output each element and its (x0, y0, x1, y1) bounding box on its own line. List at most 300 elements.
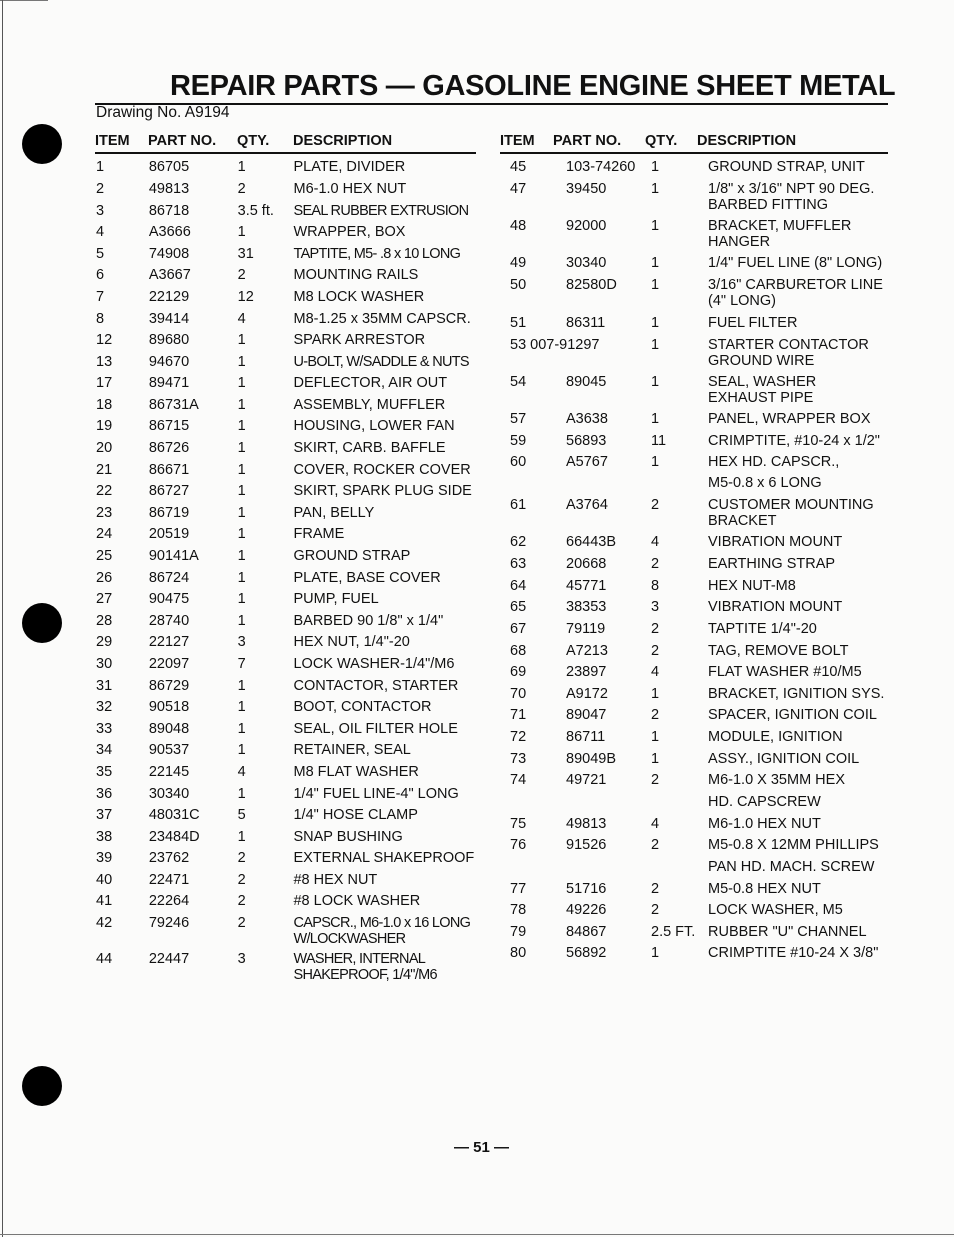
item-number: 38 (96, 829, 113, 845)
part-number: 89471 (148, 375, 190, 391)
part-number: 89680 (148, 332, 190, 348)
table-row (95, 526, 476, 542)
quantity: 1 (237, 699, 246, 715)
part-number: A3764 (566, 497, 608, 513)
part-number: 79246 (148, 915, 190, 931)
quantity: 8 (651, 578, 660, 594)
item-number: 41 (96, 893, 113, 909)
description: M5-0.8 X 12MM PHILLIPS (708, 837, 879, 853)
quantity: 11 (651, 433, 667, 449)
description: 1/8" x 3/16" NPT 90 DEG. BARBED FITTING (708, 181, 875, 213)
description: CAPSCR., M6-1.0 x 16 LONG W/LOCKWASHER (293, 915, 471, 947)
description: TAPTITE, M5- .8 x 10 LONG (293, 246, 461, 262)
quantity: 3.5 ft. (237, 203, 274, 219)
quantity: 2 (651, 772, 660, 788)
table-row (95, 354, 476, 370)
item-number: 68 (510, 643, 527, 659)
quantity: 2 (651, 881, 660, 897)
part-number: A3638 (566, 411, 608, 427)
table-row (500, 534, 888, 550)
table-row (500, 556, 888, 572)
page-number: — 51 — (454, 1139, 510, 1156)
quantity: 1 (651, 751, 660, 767)
table-row (95, 829, 476, 845)
description: M5-0.8 x 6 LONG (708, 475, 822, 491)
part-number: 39450 (566, 181, 607, 197)
quantity: 1 (651, 945, 660, 961)
description: MODULE, IGNITION (708, 729, 843, 745)
item-number: 24 (96, 526, 113, 542)
table-row (500, 181, 888, 213)
part-number (553, 859, 648, 875)
table-row (95, 267, 476, 283)
table-row (95, 872, 476, 888)
description: HOUSING, LOWER FAN (293, 418, 455, 434)
part-number: 74908 (148, 246, 190, 262)
item-number: 50 (510, 277, 527, 293)
part-number: 86705 (148, 159, 190, 175)
table-row (500, 794, 888, 810)
table-row (95, 246, 476, 262)
description: STARTER CONTACTOR GROUND WIRE (708, 337, 869, 369)
quantity: 12 (237, 289, 254, 305)
table-row (95, 181, 476, 197)
quantity: 1 (651, 277, 660, 293)
table-row (500, 411, 888, 427)
header-qty: QTY. (237, 133, 270, 149)
item-number: 32 (96, 699, 113, 715)
part-number: 84867 (566, 924, 607, 940)
item-number: 23 (96, 505, 113, 521)
item-number: 62 (510, 534, 527, 550)
part-number: A9172 (566, 686, 608, 702)
table-row (500, 497, 888, 529)
part-number: 20519 (148, 526, 190, 542)
item-number: 8 (96, 311, 105, 327)
description: BARBED 90 1/8" x 1/4" (293, 613, 444, 629)
table-row (95, 613, 476, 629)
quantity: 1 (237, 505, 246, 521)
quantity: 2 (237, 893, 246, 909)
description: HEX HD. CAPSCR., (708, 454, 840, 470)
quantity: 2 (651, 621, 660, 637)
part-number: 86311 (566, 315, 606, 331)
item-number: 5 (96, 246, 105, 262)
table-row (500, 621, 888, 637)
description: CUSTOMER MOUNTING BRACKET (708, 497, 874, 529)
item-number (500, 859, 553, 875)
description: SNAP BUSHING (293, 829, 403, 845)
quantity: 1 (237, 829, 246, 845)
item-number: 33 (96, 721, 113, 737)
part-number: 79119 (566, 621, 606, 637)
description: LOCK WASHER, M5 (708, 902, 843, 918)
quantity: 1 (237, 462, 246, 478)
item-number: 57 (510, 411, 527, 427)
description: RUBBER "U" CHANNEL (708, 924, 867, 940)
item-number (500, 475, 553, 491)
item-number: 78 (510, 902, 527, 918)
part-number: 89047 (566, 707, 607, 723)
table-row (500, 924, 888, 940)
table-row (95, 548, 476, 564)
table-row (500, 578, 888, 594)
description: FRAME (293, 526, 345, 542)
part-number: 82580D (566, 277, 617, 293)
part-number: 22447 (148, 951, 190, 967)
part-number (553, 794, 648, 810)
part-number: 22471 (148, 872, 190, 888)
item-number (500, 794, 553, 810)
quantity: 2 (237, 850, 246, 866)
parts-table-right (500, 131, 888, 961)
quantity: 2 (237, 915, 246, 931)
table-row (95, 807, 476, 823)
item-number: 60 (510, 454, 527, 470)
description: #8 HEX NUT (293, 872, 378, 888)
description: BRACKET, IGNITION SYS. (708, 686, 885, 702)
table-row (500, 686, 888, 702)
table-row (95, 721, 476, 737)
table-row (95, 951, 476, 983)
description: PAN, BELLY (293, 505, 375, 521)
header-part-no: PART NO. (553, 133, 622, 149)
binder-hole-icon (22, 603, 62, 643)
table-row (500, 837, 888, 853)
table-row (95, 850, 476, 866)
item-number: 37 (96, 807, 113, 823)
quantity: 1 (237, 440, 246, 456)
quantity: 4 (651, 816, 660, 832)
description: PLATE, BASE COVER (293, 570, 441, 586)
table-row (500, 277, 888, 309)
part-number: 23897 (566, 664, 607, 680)
description: U-BOLT, W/SADDLE & NUTS (293, 354, 469, 370)
quantity: 1 (651, 686, 660, 702)
item-number: 7 (96, 289, 105, 305)
description: GROUND STRAP, UNIT (708, 159, 865, 175)
description: M6-1.0 X 35MM HEX (708, 772, 845, 788)
item-number: 3 (96, 203, 105, 219)
header-part-no: PART NO. (148, 133, 217, 149)
description: EARTHING STRAP (708, 556, 836, 572)
table-row (95, 332, 476, 348)
table-row (500, 454, 888, 470)
description: CONTACTOR, STARTER (293, 678, 459, 694)
quantity: 1 (237, 742, 246, 758)
description: MOUNTING RAILS (293, 267, 419, 283)
quantity: 1 (237, 721, 246, 737)
quantity: 1 (651, 218, 660, 234)
part-number: 49721 (566, 772, 607, 788)
part-number: 22127 (148, 634, 190, 650)
part-number: 49813 (566, 816, 607, 832)
item-number: 75 (510, 816, 527, 832)
item-number: 39 (96, 850, 113, 866)
header-item: ITEM (500, 133, 535, 149)
table-row (500, 945, 888, 961)
item-number: 27 (96, 591, 113, 607)
table-row (500, 859, 888, 875)
description: WASHER, INTERNAL SHAKEPROOF, 1/4"/M6 (293, 951, 437, 983)
binder-hole-icon (22, 124, 62, 164)
description: M5-0.8 HEX NUT (708, 881, 821, 897)
table-row (95, 289, 476, 305)
item-number: 51 (510, 315, 527, 331)
part-number: 86715 (148, 418, 190, 434)
part-number: 28740 (148, 613, 190, 629)
table-row (500, 159, 888, 175)
description: SPARK ARRESTOR (293, 332, 426, 348)
part-number: 90537 (148, 742, 190, 758)
item-number: 61 (510, 497, 527, 513)
item-number: 31 (96, 678, 113, 694)
item-number: 74 (510, 772, 527, 788)
part-number: 39414 (148, 311, 190, 327)
part-number: 86711 (566, 729, 606, 745)
quantity: 7 (237, 656, 246, 672)
item-number: 19 (96, 418, 113, 434)
table-header (95, 131, 476, 154)
table-row (95, 462, 476, 478)
description: SKIRT, CARB. BAFFLE (293, 440, 446, 456)
part-number: 90475 (148, 591, 190, 607)
description: HEX NUT, 1/4"-20 (293, 634, 410, 650)
quantity: 1 (651, 337, 660, 353)
item-number: 63 (510, 556, 527, 572)
description: FUEL FILTER (708, 315, 798, 331)
part-number: 91526 (566, 837, 607, 853)
item-number: 28 (96, 613, 113, 629)
table-row (500, 315, 888, 331)
description: SEAL, WASHER EXHAUST PIPE (708, 374, 817, 406)
quantity: 1 (237, 375, 246, 391)
quantity: 1 (237, 570, 246, 586)
part-number: 49813 (148, 181, 190, 197)
description: DEFLECTOR, AIR OUT (293, 375, 448, 391)
part-number: 51716 (566, 881, 607, 897)
quantity: 1 (651, 159, 660, 175)
quantity (648, 794, 705, 810)
part-number: 90141A (148, 548, 199, 564)
quantity: 3 (237, 951, 246, 967)
table-row (500, 902, 888, 918)
description: BRACKET, MUFFLER HANGER (708, 218, 852, 250)
item-number: 79 (510, 924, 527, 940)
table-row (500, 643, 888, 659)
quantity (648, 475, 705, 491)
table-row (95, 483, 476, 499)
description: 1/4" HOSE CLAMP (293, 807, 418, 823)
part-number: 30340 (566, 255, 607, 271)
description: ASSEMBLY, MUFFLER (293, 397, 446, 413)
quantity: 1 (651, 729, 660, 745)
part-number: 22129 (148, 289, 190, 305)
description: SEAL, OIL FILTER HOLE (293, 721, 458, 737)
description: HEX NUT-M8 (708, 578, 796, 594)
item-number: 35 (96, 764, 113, 780)
quantity: 1 (651, 181, 660, 197)
table-row (95, 375, 476, 391)
description: CRIMPTITE #10-24 X 3/8" (708, 945, 879, 961)
header-description: DESCRIPTION (697, 133, 797, 149)
quantity: 5 (237, 807, 246, 823)
table-row (500, 881, 888, 897)
description: TAPTITE 1/4"-20 (708, 621, 817, 637)
table-row (95, 742, 476, 758)
quantity: 2 (651, 707, 660, 723)
item-number: 80 (510, 945, 527, 961)
item-number: 21 (96, 462, 113, 478)
description: VIBRATION MOUNT (708, 534, 843, 550)
quantity: 1 (237, 332, 246, 348)
description: M6-1.0 HEX NUT (708, 816, 821, 832)
item-number: 22 (96, 483, 113, 499)
quantity: 1 (237, 591, 246, 607)
part-number: 94670 (148, 354, 190, 370)
quantity: 1 (651, 454, 660, 470)
part-number: 22145 (148, 764, 190, 780)
description: ASSY., IGNITION COIL (708, 751, 860, 767)
description: PUMP, FUEL (293, 591, 379, 607)
table-row (500, 707, 888, 723)
part-number: 86724 (148, 570, 190, 586)
table-row (500, 751, 888, 767)
item-number: 20 (96, 440, 113, 456)
part-number: 86719 (148, 505, 190, 521)
item-number: 18 (96, 397, 113, 413)
part-number: 66443B (566, 534, 616, 550)
quantity: 1 (651, 255, 660, 271)
part-number: 48031C (148, 807, 200, 823)
quantity: 2 (651, 497, 660, 513)
table-row (500, 729, 888, 745)
part-number: 56892 (566, 945, 607, 961)
description: HD. CAPSCREW (708, 794, 821, 810)
item-number: 73 (510, 751, 527, 767)
item-number: 6 (96, 267, 105, 283)
description: M8-1.25 x 35MM CAPSCR. (293, 311, 471, 327)
item-number: 59 (510, 433, 527, 449)
table-row (500, 374, 888, 406)
table-row (95, 678, 476, 694)
part-number: 86731A (148, 397, 199, 413)
part-number: 89049B (566, 751, 616, 767)
quantity: 1 (651, 374, 660, 390)
table-row (500, 475, 888, 491)
part-number: A3667 (148, 267, 191, 283)
part-number: 23484D (148, 829, 200, 845)
item-number: 53 007-91297 (510, 337, 600, 353)
header-qty: QTY. (645, 133, 678, 149)
item-number: 72 (510, 729, 527, 745)
part-number: 103-74260 (566, 159, 636, 175)
page-edge-top (0, 0, 48, 1)
item-number: 25 (96, 548, 113, 564)
quantity: 1 (237, 786, 246, 802)
quantity: 1 (237, 548, 246, 564)
quantity: 3 (237, 634, 246, 650)
part-number: 23762 (148, 850, 190, 866)
description: 1/4" FUEL LINE (8" LONG) (708, 255, 883, 271)
table-row (500, 664, 888, 680)
page-title: REPAIR PARTS — GASOLINE ENGINE SHEET METAL (170, 70, 896, 102)
page-edge-left (2, 0, 3, 1237)
quantity: 1 (237, 224, 246, 240)
description: M8 FLAT WASHER (293, 764, 419, 780)
table-row (95, 440, 476, 456)
item-number: 26 (96, 570, 113, 586)
table-row (95, 893, 476, 909)
description: VIBRATION MOUNT (708, 599, 843, 615)
item-number: 12 (96, 332, 113, 348)
quantity: 2 (237, 267, 246, 283)
item-number: 13 (96, 354, 113, 370)
quantity: 1 (237, 354, 246, 370)
description: CRIMPTITE, #10-24 x 1/2" (708, 433, 880, 449)
description: LOCK WASHER-1/4"/M6 (293, 656, 455, 672)
table-row (95, 397, 476, 413)
table-row (500, 816, 888, 832)
description: PAN HD. MACH. SCREW (708, 859, 875, 875)
item-number: 47 (510, 181, 527, 197)
drawing-number: Drawing No. A9194 (96, 104, 230, 121)
description: COVER, ROCKER COVER (293, 462, 471, 478)
header-item: ITEM (95, 133, 130, 149)
item-number: 54 (510, 374, 527, 390)
item-number: 45 (510, 159, 527, 175)
quantity: 1 (237, 678, 246, 694)
item-number: 17 (96, 375, 113, 391)
part-number: 86726 (148, 440, 190, 456)
page-edge-bottom (0, 1234, 954, 1235)
quantity: 3 (651, 599, 660, 615)
description: 1/4" FUEL LINE-4" LONG (293, 786, 459, 802)
item-number: 76 (510, 837, 527, 853)
table-row (500, 772, 888, 788)
item-number: 64 (510, 578, 527, 594)
table-row (95, 203, 476, 219)
table-row (500, 599, 888, 615)
quantity: 1 (237, 526, 246, 542)
item-number: 71 (510, 707, 527, 723)
item-number: 36 (96, 786, 113, 802)
table-row (95, 699, 476, 715)
description: #8 LOCK WASHER (293, 893, 421, 909)
part-number: 86671 (148, 462, 190, 478)
part-number: 89048 (148, 721, 190, 737)
quantity: 1 (237, 483, 246, 499)
table-row (95, 311, 476, 327)
quantity: 2.5 FT. (651, 924, 696, 940)
part-number: 20668 (566, 556, 607, 572)
item-number: 67 (510, 621, 527, 637)
item-number: 34 (96, 742, 113, 758)
part-number: 92000 (566, 218, 607, 234)
description: RETAINER, SEAL (293, 742, 411, 758)
quantity: 1 (651, 315, 660, 331)
part-number (553, 337, 648, 369)
quantity: 2 (237, 181, 246, 197)
description: EXTERNAL SHAKEPROOF (293, 850, 475, 866)
quantity: 4 (651, 534, 660, 550)
table-row (95, 505, 476, 521)
table-row (500, 218, 888, 250)
table-row (95, 656, 476, 672)
part-number: 86727 (148, 483, 190, 499)
header-description: DESCRIPTION (293, 133, 393, 149)
item-number: 70 (510, 686, 527, 702)
